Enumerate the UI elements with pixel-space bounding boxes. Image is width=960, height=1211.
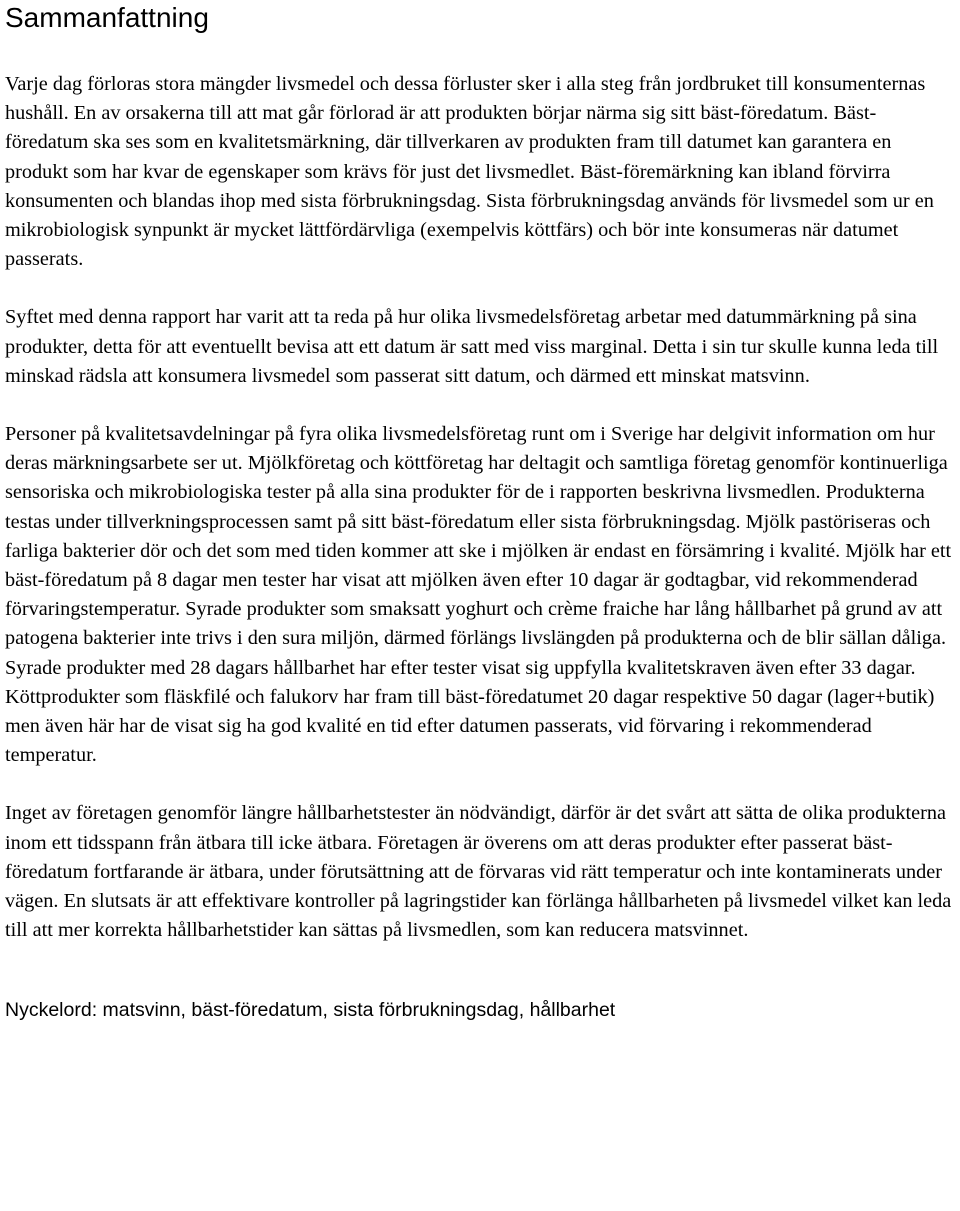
summary-paragraph-1: Varje dag förloras stora mängder livsmedel och dessa förluster sker i alla steg från jordbruket till konsumenternas hushåll. En av orsakerna till att mat går förlorad är att produkten börjar närma sig sitt bäst-föredatum. Bäst-föredatum ska ses som en kvalitetsmärkning, där tillverkaren av produkten fram till datumet kan garantera en produkt som har kvar de egenskaper som krävs för just det livsmedlet. Bäst-föremärkning kan ibland förvirra konsumenten och blandas ihop med sista förbrukningsdag. Sista förbrukningsdag används för livsmedel som ur en mikrobiologisk synpunkt är mycket lättfördärvliga (exempelvis köttfärs) och bör inte konsumeras när datumet passerats. (5, 73, 934, 271)
summary-paragraph-2: Syftet med denna rapport har varit att ta reda på hur olika livsmedelsföretag arbetar med datummärkning på sina produkter, detta för att eventuellt bevisa att ett datum är satt med viss marginal. Detta i sin tur skulle kunna leda till minskad rädsla att konsumera livsmedel som passerat sitt datum, och därmed ett minskat matsvinn. (5, 306, 939, 387)
section-heading: Sammanfattning (5, 2, 209, 33)
summary-paragraph-3: Personer på kvalitetsavdelningar på fyra olika livsmedelsföretag runt om i Sverige har delgivit information om hur deras märkningsarbete ser ut. Mjölkföretag och köttföretag har deltagit och samtliga företag genomför kontinuerliga sensoriska och mikrobiologiska tester på alla sina produkter för de i rapporten beskrivna livsmedlen. Produkterna testas under tillverkningsprocessen samt på sitt bäst-föredatum eller sista förbrukningsdag. Mjölk pastöriseras och farliga bakterier dör och det som med tiden kommer att ske i mjölken är endast en försämring i kvalité. Mjölk har ett bäst-föredatum på 8 dagar men tester har visat att mjölken även efter 10 dagar är godtagbar, vid rekommenderad förvaringstemperatur. Syrade produkter som smaksatt yoghurt och crème fraiche har lång hållbarhet på grund av att patogena bakterier inte trivs i den sura miljön, därmed förlängs livslängden på produkterna och de blir sällan dåliga. Syrade produkter med 28 dagars hållbarhet har efter tester visat sig uppfylla kvalitetskraven även efter 33 dagar. Köttprodukter som fläskfilé och falukorv har fram till bäst-föredatumet 20 dagar respektive 50 dagar (lager+butik) men även här har de visat sig ha god kvalité en tid efter datumen passerats, vid förvaring i rekommenderad temperatur. (5, 423, 952, 767)
keywords-line: Nyckelord: matsvinn, bäst-föredatum, sista förbrukningsdag, hållbarhet (5, 999, 616, 1022)
summary-paragraph-4: Inget av företagen genomför längre hållbarhetstester än nödvändigt, därför är det svårt att sätta de olika produkterna inom ett tidsspann från ätbara till icke ätbara. Företagen är överens om att deras produkter efter passerat bäst-föredatum fortfarande är ätbara, under förutsättning att de förvaras vid rätt temperatur och inte kontaminerats under vägen. En slutsats är att effektivare kontroller på lagringstider kan förlänga hållbarheten på livsmedel vilket kan leda till att mer korrekta hållbarhetstider kan sättas på livsmedlen, som kan reducera matsvinnet. (5, 802, 952, 942)
document-page (5, 0, 957, 1025)
